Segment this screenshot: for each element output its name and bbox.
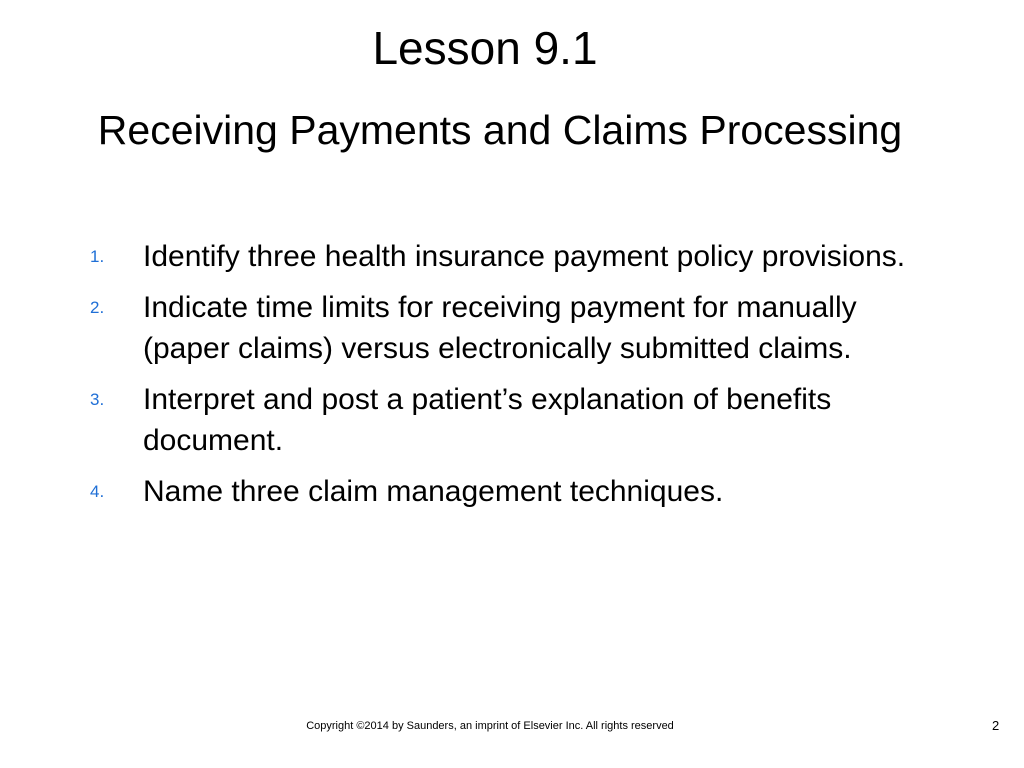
- lesson-title: Lesson 9.1: [372, 22, 598, 74]
- objective-item: [90, 287, 950, 369]
- objective-text: Name three claim management techniques.: [143, 475, 724, 508]
- objective-number: 4.: [90, 482, 105, 501]
- copyright-footer: Copyright ©2014 by Saunders, an imprint of Elsevier Inc. All rights reserved: [306, 720, 674, 732]
- objective-item: [90, 236, 950, 277]
- objective-number: 2.: [90, 298, 105, 317]
- objectives-list: [90, 236, 950, 522]
- objective-text: Interpret and post a patient’s explanation of benefits document.: [143, 383, 832, 457]
- objective-text: Indicate time limits for receiving payment for manually (paper claims) versus electronically submitted claims.: [143, 291, 857, 365]
- objective-number: 1.: [90, 247, 105, 266]
- objective-item: [90, 471, 950, 512]
- page-number: 2: [992, 718, 1000, 733]
- objective-number: 3.: [90, 390, 105, 409]
- objective-item: [90, 379, 950, 461]
- slide-title: Receiving Payments and Claims Processing: [97, 107, 903, 153]
- objective-text: Identify three health insurance payment policy provisions.: [143, 240, 906, 273]
